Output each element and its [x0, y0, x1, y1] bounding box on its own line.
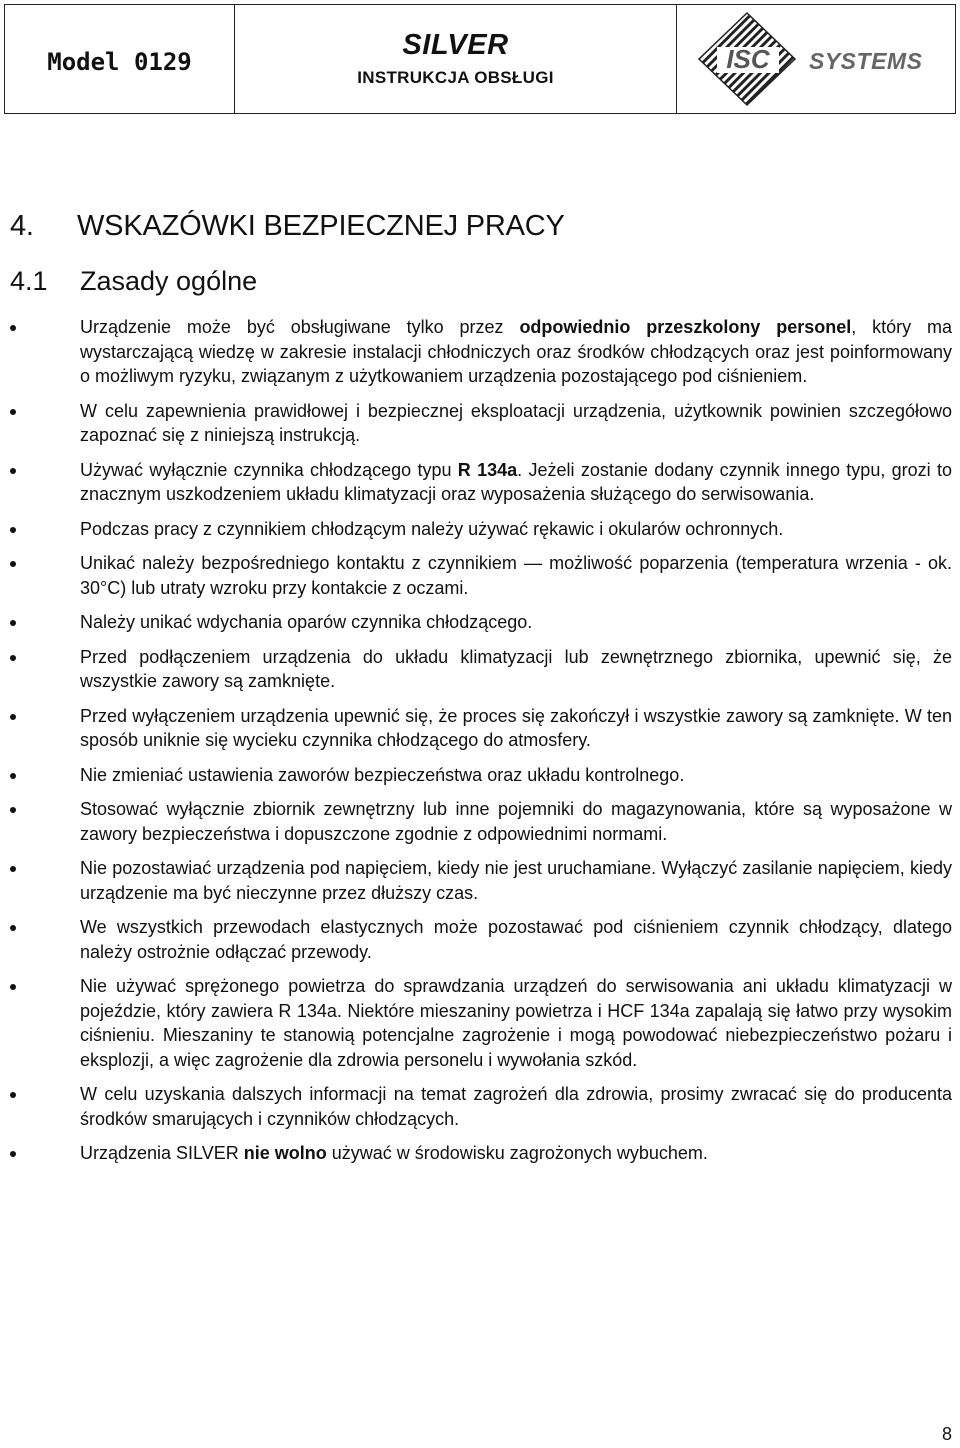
logo-cell	[677, 5, 955, 113]
bullet-text: , który ma wystarczającą wiedzę w zakresie instalacji chłodniczych oraz środków chłodzących oraz jest poinformowany o możliwym ryzyku, związanym z użytkowaniem urządzenia pozostającego pod ciśnieniem.	[80, 317, 952, 386]
product-name: SILVER	[402, 29, 509, 61]
bullet-icon	[10, 1092, 16, 1098]
list-item	[0, 645, 960, 694]
list-item	[0, 704, 960, 753]
bullet-icon	[10, 1151, 16, 1157]
list-item	[0, 610, 960, 635]
list-item	[0, 856, 960, 905]
list-item	[0, 551, 960, 600]
bullet-text: Urządzenia SILVER	[80, 1143, 244, 1163]
subsection-title: Zasady ogólne	[80, 266, 258, 296]
bullet-icon	[10, 866, 16, 872]
subsection-heading	[10, 266, 257, 297]
section-number: 4.	[10, 210, 34, 242]
list-item	[0, 974, 960, 1072]
bullet-text: We wszystkich przewodach elastycznych może pozostawać pod ciśnieniem czynnik chłodzący, dlatego należy ostrożnie odłączać przewody.	[80, 917, 952, 962]
section-heading	[10, 210, 565, 243]
bullet-emphasis: R 134a	[457, 459, 518, 480]
list-item	[0, 399, 960, 448]
model-number: Model 0129	[47, 48, 192, 76]
list-item	[0, 763, 960, 788]
list-item	[0, 1082, 960, 1131]
list-item	[0, 458, 960, 507]
bullet-icon	[10, 527, 16, 533]
manual-subtitle: INSTRUKCJA OBSŁUGI	[357, 68, 554, 87]
bullet-text: Należy unikać wdychania oparów czynnika chłodzącego.	[80, 612, 533, 632]
bullet-text: . Jeżeli zostanie dodany czynnik innego typu, grozi to znacznym uszkodzeniem układu klimatyzacji oraz wyposażenia służącego do serwisowania.	[80, 459, 953, 504]
bullet-icon	[10, 468, 16, 474]
bullet-text: Unikać należy bezpośredniego kontaktu z czynnikiem — możliwość poparzenia (temperatura wrzenia - ok. 30°C) lub utraty wzroku przy kontakcie z oczami.	[80, 553, 952, 598]
safety-rules-list	[0, 315, 960, 1176]
bullet-icon	[10, 620, 16, 626]
page-number: 8	[941, 1424, 952, 1444]
bullet-text: Nie zmieniać ustawienia zaworów bezpieczeństwa oraz układu kontrolnego.	[80, 764, 685, 785]
page-header	[4, 4, 956, 114]
isc-logo-icon	[695, 9, 800, 109]
list-item	[0, 315, 960, 389]
bullet-icon	[10, 655, 16, 661]
section-title: WSKAZÓWKI BEZPIECZNEJ PRACY	[77, 210, 565, 242]
bullet-text: Nie używać sprężonego powietrza do sprawdzania urządzeń do serwisowania ani układu klimatyzacji w pojeździe, który zawiera R 134a. Niektóre mieszaniny powietrza i HCF 134a zapalają się łatwo przy wysokim ciśnieniu. Mieszaniny te stanowią potencjalne zagrożenie i mogą powodować niebezpieczeństwo pożaru i eksplozji, a więc zagrożenie dla zdrowia personelu i wywołania szkód.	[80, 976, 952, 1070]
bullet-icon	[10, 714, 16, 720]
bullet-icon	[10, 409, 16, 415]
bullet-text: Podczas pracy z czynnikiem chłodzącym należy używać rękawic i okularów ochronnych.	[80, 518, 784, 539]
bullet-text: W celu uzyskania dalszych informacji na temat zagrożeń dla zdrowia, prosimy zwracać się do producenta środków smarujących i czynników chłodzących.	[80, 1084, 952, 1129]
list-item	[0, 915, 960, 964]
bullet-icon	[10, 925, 16, 931]
bullet-emphasis: nie wolno	[243, 1143, 327, 1163]
bullet-text: używać w środowisku zagrożonych wybuchem.	[326, 1143, 708, 1163]
subsection-number: 4.1	[10, 266, 48, 296]
bullet-text: Używać wyłącznie czynnika chłodzącego typu	[80, 459, 458, 480]
bullet-text: Nie pozostawiać urządzenia pod napięciem, kiedy nie jest uruchamiane. Wyłączyć zasilanie napięciem, kiedy urządzenie ma być nieczynne przez dłuższy czas.	[80, 858, 952, 903]
model-cell	[5, 5, 235, 113]
list-item	[0, 517, 960, 542]
list-item	[0, 797, 960, 846]
bullet-emphasis: odpowiednio przeszkolony personel	[519, 317, 852, 337]
bullet-icon	[10, 561, 16, 567]
bullet-text: Przed podłączeniem urządzenia do układu klimatyzacji lub zewnętrznego zbiornika, upewnić się, że wszystkie zawory są zamknięte.	[80, 646, 952, 691]
bullet-icon	[10, 773, 16, 779]
bullet-text: W celu zapewnienia prawidłowej i bezpiecznej eksploatacji urządzenia, użytkownik powinien szczegółowo zapoznać się z niniejszą instrukcją.	[80, 400, 952, 445]
bullet-icon	[10, 325, 16, 331]
bullet-icon	[10, 984, 16, 990]
bullet-icon	[10, 807, 16, 813]
bullet-text: Przed wyłączeniem urządzenia upewnić się, że proces się zakończył i wszystkie zawory są zamknięte. W ten sposób uniknie się wycieku czynnika chłodzącego do atmosfery.	[80, 705, 952, 750]
list-item	[0, 1141, 960, 1166]
bullet-text: Urządzenie może być obsługiwane tylko przez	[80, 317, 520, 337]
bullet-text: Stosować wyłącznie zbiornik zewnętrzny lub inne pojemniki do magazynowania, które są wyposażone w zawory bezpieczeństwa i dopuszczone zgodnie z odpowiednimi normami.	[80, 799, 952, 844]
logo-letters: ISC	[726, 44, 770, 74]
title-cell	[235, 5, 677, 113]
logo-systems-text: SYSTEMS	[809, 48, 923, 74]
